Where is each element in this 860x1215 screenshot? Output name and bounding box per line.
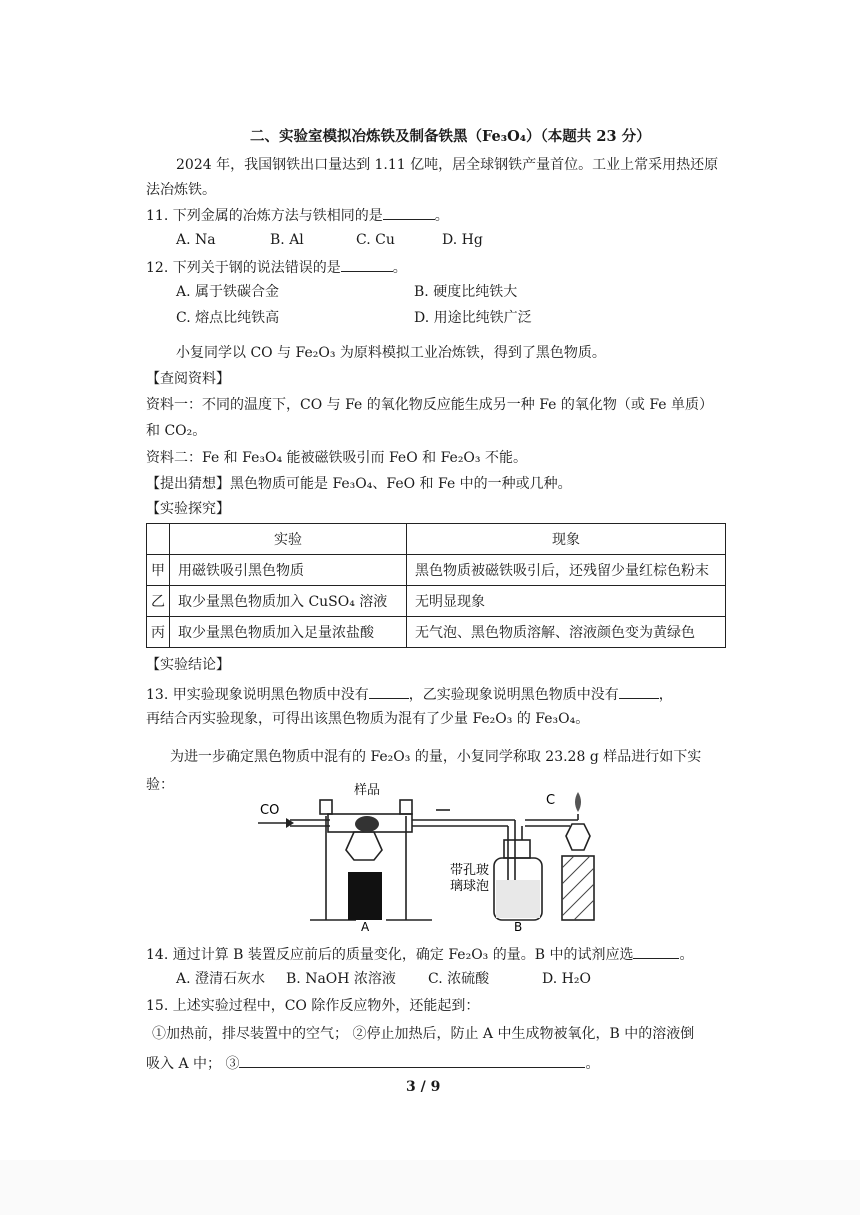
- label-a: A: [361, 920, 370, 932]
- q14-end: 。: [679, 947, 694, 963]
- q11-option-b: B. Al: [270, 232, 304, 248]
- q11-stem-text: 11. 下列金属的冶炼方法与铁相同的是: [146, 208, 383, 224]
- row-experiment: 取少量黑色物质加入足量浓盐酸: [170, 617, 407, 648]
- q11-option-c: C. Cu: [356, 232, 395, 248]
- ref1-line-2: 和 CO₂。: [146, 423, 207, 439]
- apparatus-diagram: [250, 780, 610, 932]
- row-phenomenon: 无明显现象: [407, 586, 726, 617]
- ref2: 资料二：Fe 和 Fe₃O₄ 能被磁铁吸引而 FeO 和 Fe₂O₃ 不能。: [146, 450, 527, 466]
- q12-stem-text: 12. 下列关于钢的说法错误的是: [146, 260, 341, 276]
- q15-line-2: [146, 1053, 599, 1073]
- q11-stem: [146, 205, 449, 225]
- row-phenomenon: 黑色物质被磁铁吸引后，还残留少量红棕色粉末: [407, 555, 726, 586]
- q12-option-c: C. 熔点比纯铁高: [176, 310, 280, 326]
- ref1-line-1: 资料一：不同的温度下，CO 与 Fe 的氧化物反应能生成另一种 Fe 的氧化物（或 Fe 单质）: [146, 397, 714, 413]
- q14-option-c: C. 浓硫酸: [428, 971, 490, 987]
- table-header-phenomenon: 现象: [407, 524, 726, 555]
- conclusion-heading: 【实验结论】: [146, 657, 230, 673]
- label-sample: 样品: [354, 783, 381, 798]
- setup-line-2: 验：: [146, 777, 174, 793]
- label-bulb-2: 璃球泡: [450, 879, 490, 894]
- row-label: 乙: [147, 586, 170, 617]
- label-c: C: [546, 793, 556, 808]
- q13-part-1: 13. 甲实验现象说明黑色物质中没有: [146, 687, 369, 703]
- q13-part-3: ，: [658, 687, 673, 703]
- intro-line-2: 法冶炼铁。: [146, 182, 216, 198]
- q13-answer-blank-1[interactable]: [369, 684, 409, 699]
- q14-stem: [146, 944, 693, 964]
- q12-answer-blank[interactable]: [341, 257, 393, 272]
- hypothesis: 【提出猜想】黑色物质可能是 Fe₃O₄、FeO 和 Fe 中的一种或几种。: [146, 476, 572, 492]
- q11-answer-blank[interactable]: [383, 205, 435, 220]
- q14-option-d: D. H₂O: [542, 971, 591, 987]
- q15-end: 。: [585, 1056, 600, 1072]
- row-experiment: 用磁铁吸引黑色物质: [170, 555, 407, 586]
- q13-answer-blank-2[interactable]: [619, 684, 659, 699]
- study-intro: 小复同学以 CO 与 Fe₂O₃ 为原料模拟工业冶炼铁，得到了黑色物质。: [176, 345, 606, 361]
- q15-stem: 15. 上述实验过程中，CO 除作反应物外，还能起到：: [146, 998, 480, 1014]
- q15-answer-blank[interactable]: [239, 1053, 585, 1068]
- table-row: [147, 617, 726, 648]
- q11-option-d: D. Hg: [442, 232, 483, 248]
- q14-option-b: B. NaOH 浓溶液: [286, 971, 396, 987]
- section-title: 二、实验室模拟冶炼铁及制备铁黑（Fe₃O₄）（本题共 23 分）: [250, 128, 651, 145]
- q11-end: 。: [434, 208, 449, 224]
- ref-heading: 【查阅资料】: [146, 371, 230, 387]
- experiment-table: [146, 523, 726, 648]
- table-row: [147, 586, 726, 617]
- row-experiment: 取少量黑色物质加入 CuSO₄ 溶液: [170, 586, 407, 617]
- q11-option-a: A. Na: [176, 232, 216, 248]
- label-bulb-1: 带孔玻: [450, 863, 490, 878]
- q12-option-d: D. 用途比纯铁广泛: [414, 310, 532, 326]
- label-co: CO: [260, 803, 280, 818]
- table-header-experiment: 实验: [170, 524, 407, 555]
- q13-part-2: ，乙实验现象说明黑色物质中没有: [408, 687, 619, 703]
- setup-line-1: 为进一步确定黑色物质中混有的 Fe₂O₃ 的量，小复同学称取 23.28 g 样品进行如下实: [170, 749, 702, 765]
- q12-stem: [146, 257, 407, 277]
- table-row: [147, 555, 726, 586]
- page-number: 3 / 9: [406, 1079, 441, 1095]
- q12-option-a: A. 属于铁碳合金: [176, 284, 280, 300]
- intro-line-1: 2024 年，我国钢铁出口量达到 1.11 亿吨，居全球钢铁产量首位。工业上常采用热还原: [176, 157, 719, 173]
- explore-heading: 【实验探究】: [146, 501, 230, 517]
- q14-stem-text: 14. 通过计算 B 装置反应前后的质量变化，确定 Fe₂O₃ 的量。B 中的试剂应选: [146, 947, 634, 963]
- q15-line-2-text: 吸入 A 中； ③: [146, 1056, 240, 1072]
- q12-end: 。: [392, 260, 407, 276]
- table-header-row: [147, 524, 726, 555]
- table-header-blank: [147, 524, 170, 555]
- q13-line-1: [146, 684, 673, 704]
- row-label: 丙: [147, 617, 170, 648]
- row-label: 甲: [147, 555, 170, 586]
- row-phenomenon: 无气泡、黑色物质溶解、溶液颜色变为黄绿色: [407, 617, 726, 648]
- label-b: B: [514, 920, 523, 932]
- q15-line-1: ①加热前，排尽装置中的空气； ②停止加热后，防止 A 中生成物被氧化，B 中的溶液倒: [152, 1026, 695, 1042]
- q13-line-2: 再结合丙实验现象，可得出该黑色物质为混有了少量 Fe₂O₃ 的 Fe₃O₄。: [146, 711, 590, 727]
- q14-option-a: A. 澄清石灰水: [176, 971, 266, 987]
- q14-answer-blank[interactable]: [633, 944, 679, 959]
- q12-option-b: B. 硬度比纯铁大: [414, 284, 518, 300]
